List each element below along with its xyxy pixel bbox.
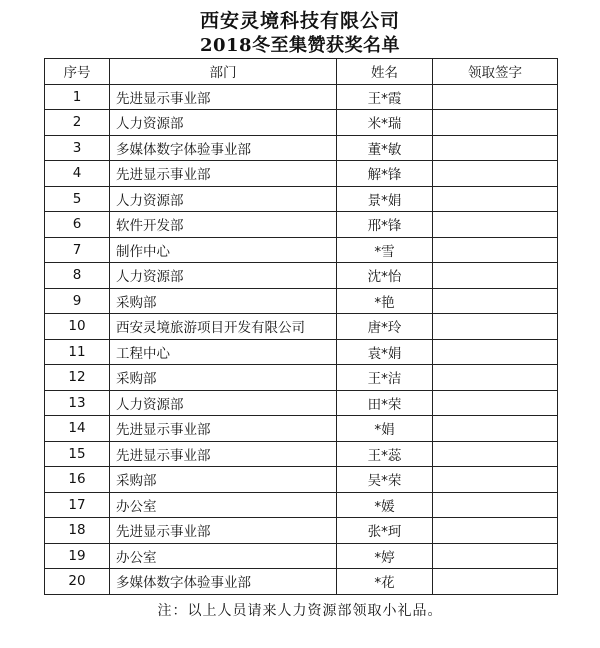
header-name: 姓名	[337, 59, 433, 85]
cell-name: 王*洁	[337, 365, 433, 391]
cell-signature	[433, 339, 558, 365]
cell-number: 8	[45, 263, 110, 289]
cell-signature	[433, 161, 558, 187]
cell-signature	[433, 543, 558, 569]
cell-number: 18	[45, 518, 110, 544]
table-header-row	[45, 59, 558, 85]
cell-number: 2	[45, 110, 110, 136]
cell-signature	[433, 365, 558, 391]
cell-name: *媛	[337, 492, 433, 518]
cell-number: 5	[45, 186, 110, 212]
table-row	[45, 237, 558, 263]
cell-number: 10	[45, 314, 110, 340]
cell-department: 先进显示事业部	[110, 518, 337, 544]
cell-department: 人力资源部	[110, 186, 337, 212]
table-row	[45, 212, 558, 238]
cell-department: 办公室	[110, 492, 337, 518]
cell-name: *娟	[337, 416, 433, 442]
cell-number: 11	[45, 339, 110, 365]
cell-department: 先进显示事业部	[110, 441, 337, 467]
cell-signature	[433, 492, 558, 518]
cell-signature	[433, 518, 558, 544]
cell-signature	[433, 263, 558, 289]
cell-department: 人力资源部	[110, 110, 337, 136]
table-row	[45, 390, 558, 416]
table-row	[45, 263, 558, 289]
cell-signature	[433, 212, 558, 238]
cell-number: 17	[45, 492, 110, 518]
cell-signature	[433, 237, 558, 263]
cell-number: 6	[45, 212, 110, 238]
cell-department: 采购部	[110, 467, 337, 493]
cell-department: 采购部	[110, 288, 337, 314]
cell-name: 董*敏	[337, 135, 433, 161]
cell-number: 9	[45, 288, 110, 314]
table-row	[45, 543, 558, 569]
cell-department: 先进显示事业部	[110, 161, 337, 187]
table-row	[45, 186, 558, 212]
list-subtitle: 2018冬至集赞获奖名单	[199, 35, 401, 56]
table-row	[45, 314, 558, 340]
cell-number: 1	[45, 84, 110, 110]
cell-department: 工程中心	[110, 339, 337, 365]
cell-department: 软件开发部	[110, 212, 337, 238]
cell-name: 王*蕊	[337, 441, 433, 467]
table-row	[45, 110, 558, 136]
cell-name: *婷	[337, 543, 433, 569]
table-row	[45, 492, 558, 518]
cell-name: 解*锋	[337, 161, 433, 187]
cell-name: 唐*玲	[337, 314, 433, 340]
cell-name: 王*霞	[337, 84, 433, 110]
cell-number: 13	[45, 390, 110, 416]
cell-signature	[433, 110, 558, 136]
cell-number: 3	[45, 135, 110, 161]
cell-number: 20	[45, 569, 110, 595]
footnote: 注：以上人员请来人力资源部领取小礼品。	[157, 603, 443, 619]
cell-name: *花	[337, 569, 433, 595]
cell-signature	[433, 135, 558, 161]
table-row	[45, 518, 558, 544]
cell-department: 采购部	[110, 365, 337, 391]
cell-department: 制作中心	[110, 237, 337, 263]
cell-department: 西安灵境旅游项目开发有限公司	[110, 314, 337, 340]
cell-signature	[433, 314, 558, 340]
cell-name: 张*珂	[337, 518, 433, 544]
cell-name: 米*瑞	[337, 110, 433, 136]
table-row	[45, 365, 558, 391]
winners-table	[44, 58, 558, 595]
table-row	[45, 288, 558, 314]
cell-number: 14	[45, 416, 110, 442]
header-number: 序号	[45, 59, 110, 85]
cell-name: 田*荣	[337, 390, 433, 416]
cell-department: 人力资源部	[110, 263, 337, 289]
table-row	[45, 135, 558, 161]
cell-signature	[433, 390, 558, 416]
cell-name: *艳	[337, 288, 433, 314]
cell-number: 19	[45, 543, 110, 569]
cell-signature	[433, 467, 558, 493]
cell-name: 景*娟	[337, 186, 433, 212]
cell-name: 邢*锋	[337, 212, 433, 238]
table-row	[45, 416, 558, 442]
table-row	[45, 339, 558, 365]
table-row	[45, 569, 558, 595]
cell-number: 7	[45, 237, 110, 263]
cell-number: 12	[45, 365, 110, 391]
cell-department: 办公室	[110, 543, 337, 569]
table-row	[45, 161, 558, 187]
cell-department: 人力资源部	[110, 390, 337, 416]
cell-name: *雪	[337, 237, 433, 263]
cell-department: 多媒体数字体验事业部	[110, 569, 337, 595]
header-department: 部门	[110, 59, 337, 85]
cell-signature	[433, 84, 558, 110]
cell-signature	[433, 186, 558, 212]
cell-signature	[433, 288, 558, 314]
cell-name: 袁*娟	[337, 339, 433, 365]
cell-name: 沈*怡	[337, 263, 433, 289]
header-signature: 领取签字	[433, 59, 558, 85]
cell-signature	[433, 441, 558, 467]
table-row	[45, 441, 558, 467]
cell-number: 4	[45, 161, 110, 187]
table-row	[45, 467, 558, 493]
cell-number: 15	[45, 441, 110, 467]
cell-department: 先进显示事业部	[110, 416, 337, 442]
table-row	[45, 84, 558, 110]
cell-department: 先进显示事业部	[110, 84, 337, 110]
company-title: 西安灵境科技有限公司	[199, 10, 400, 32]
cell-signature	[433, 569, 558, 595]
cell-department: 多媒体数字体验事业部	[110, 135, 337, 161]
cell-signature	[433, 416, 558, 442]
cell-number: 16	[45, 467, 110, 493]
cell-name: 吴*荣	[337, 467, 433, 493]
